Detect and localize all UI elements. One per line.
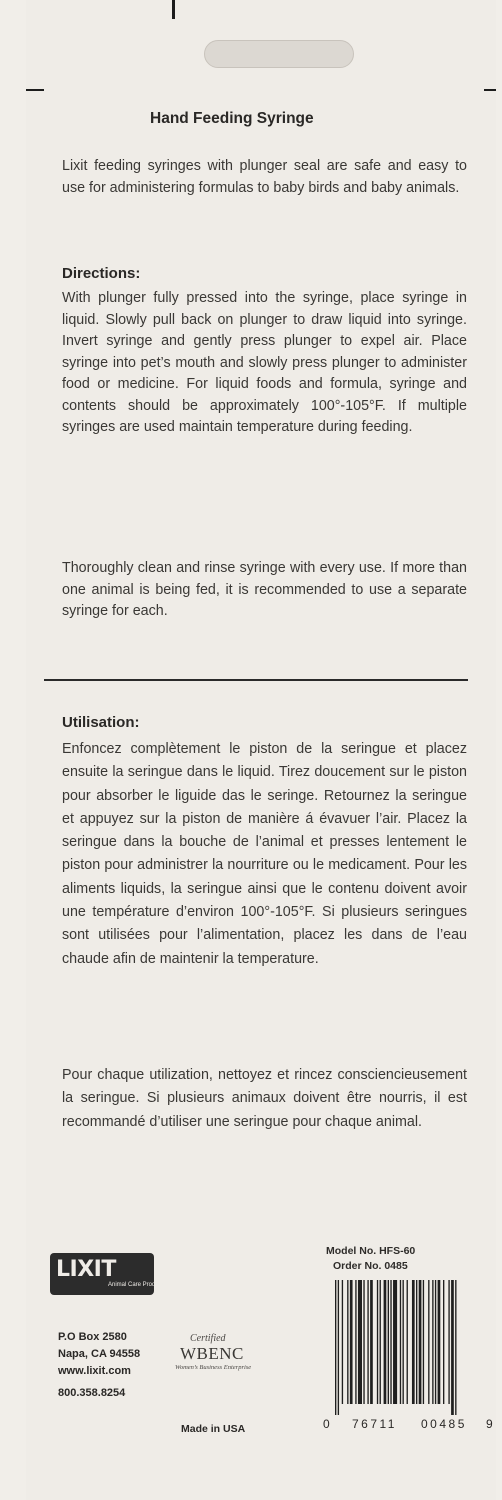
barcode-right-group: 00485 — [421, 1417, 467, 1431]
notch-mark-left — [26, 89, 44, 91]
address-city: Napa, CA 94558 — [58, 1348, 141, 1360]
intro-text: Lixit feeding syringes with plunger seal are safe and easy to use for administering formulas to baby birds and baby animals. — [62, 158, 467, 196]
utilisation-heading: Utilisation: — [62, 714, 140, 731]
address-web: www.lixit.com — [58, 1365, 131, 1377]
made-in-label: Made in USA — [181, 1423, 246, 1435]
section-divider — [44, 679, 468, 681]
directions-heading: Directions: — [62, 265, 141, 282]
order-number: Order No. 0485 — [333, 1260, 408, 1272]
hang-slot — [204, 40, 354, 68]
notch-mark-right — [484, 89, 496, 91]
logo-brand: LIXIT — [56, 1257, 116, 1282]
address-phone: 800.358.8254 — [58, 1387, 126, 1399]
page-title: Hand Feeding Syringe — [150, 110, 314, 127]
french-cleaning-text: Pour chaque utilization, nettoyez et rincez consciencieusement la seringue. Si plusieurs animaux doivent être nourris, il est recommandé d’utiliser une seringue pour chaque animal. — [62, 1067, 467, 1130]
directions-text: With plunger fully pressed into the syringe, place syringe in liquid. Slowly pull back on plunger to draw liquid into syringe. Invert syringe and gently press plunger to expel air. Place syringe into pet’s mouth and slowly press plunger to administer food or medicine. For liquid foods and formula, syringe and contents should be approximately 100°-105°F. If multiple syringes are used maintain temperature during feeding. — [62, 290, 467, 435]
utilisation-text: Enfoncez complètement le piston de la seringue et placez ensuite la seringue dans le liquid. Tirez doucement sur le piston pour absorber le liguide das le seringe. Retournez la seringue et appuyez sur la piston de manière á évavuer l’air. Placez la seringue dans la bouche de l’animal et presses lentement le piston pour administrer la nourriture ou le medicament. Pour les aliments liquids, la seringue ainsi que le contenu doivent avoir une température d’environ 100°-105°F. Si plusieurs seringues sont utilisées pour l’alimentation, placez les dans de l’eau chaude afin de maintenir la temperature. — [62, 741, 467, 967]
barcode-left-group: 76711 — [352, 1417, 397, 1431]
address-po-box: P.O Box 2580 — [58, 1331, 127, 1343]
notch-mark-top — [172, 0, 175, 19]
barcode-image — [331, 1280, 491, 1415]
wbenc-certified-label: Certified — [190, 1333, 226, 1344]
barcode-check-digit: 9 — [486, 1417, 493, 1431]
wbenc-subtitle: Women’s Business Enterprise — [175, 1364, 252, 1371]
logo-tagline: Animal Care Products — [108, 1282, 167, 1288]
wbenc-logo: WBENC — [180, 1344, 244, 1363]
lixit-logo — [50, 1253, 167, 1295]
cleaning-text: Thoroughly clean and rinse syringe with every use. If more than one animal is being fed, it is recommended to use a separate syringe for each. — [62, 560, 467, 619]
barcode-lead-digit: 0 — [323, 1417, 330, 1431]
model-number: Model No. HFS-60 — [326, 1245, 416, 1257]
